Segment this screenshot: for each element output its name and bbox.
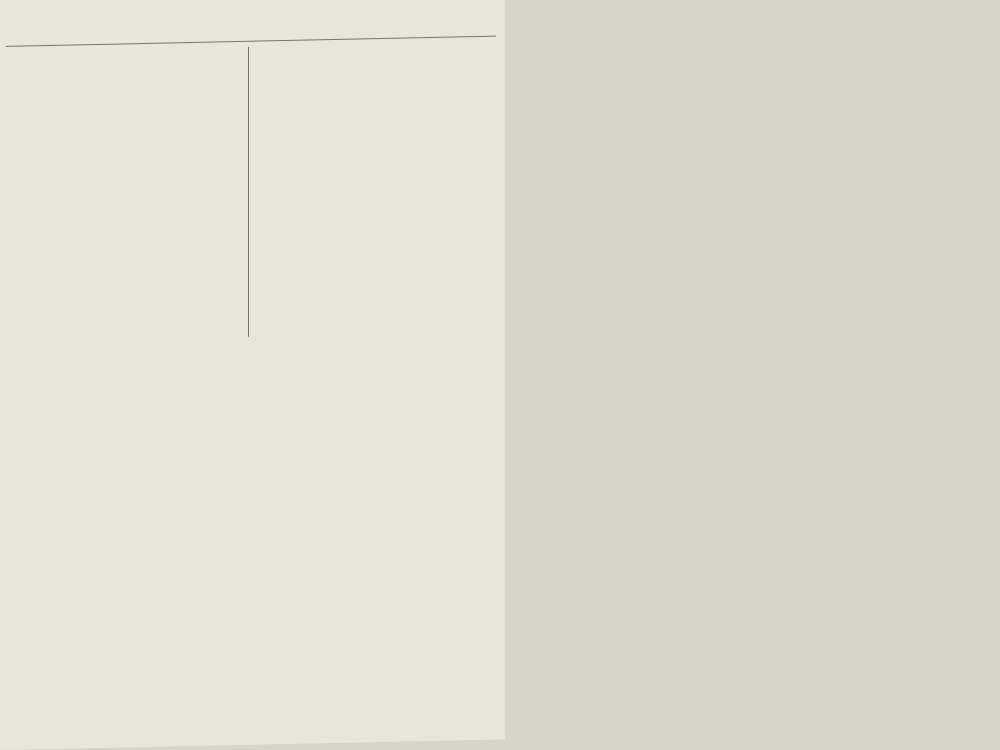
left-column-divider [248,47,249,337]
left-header-rule [6,36,496,47]
